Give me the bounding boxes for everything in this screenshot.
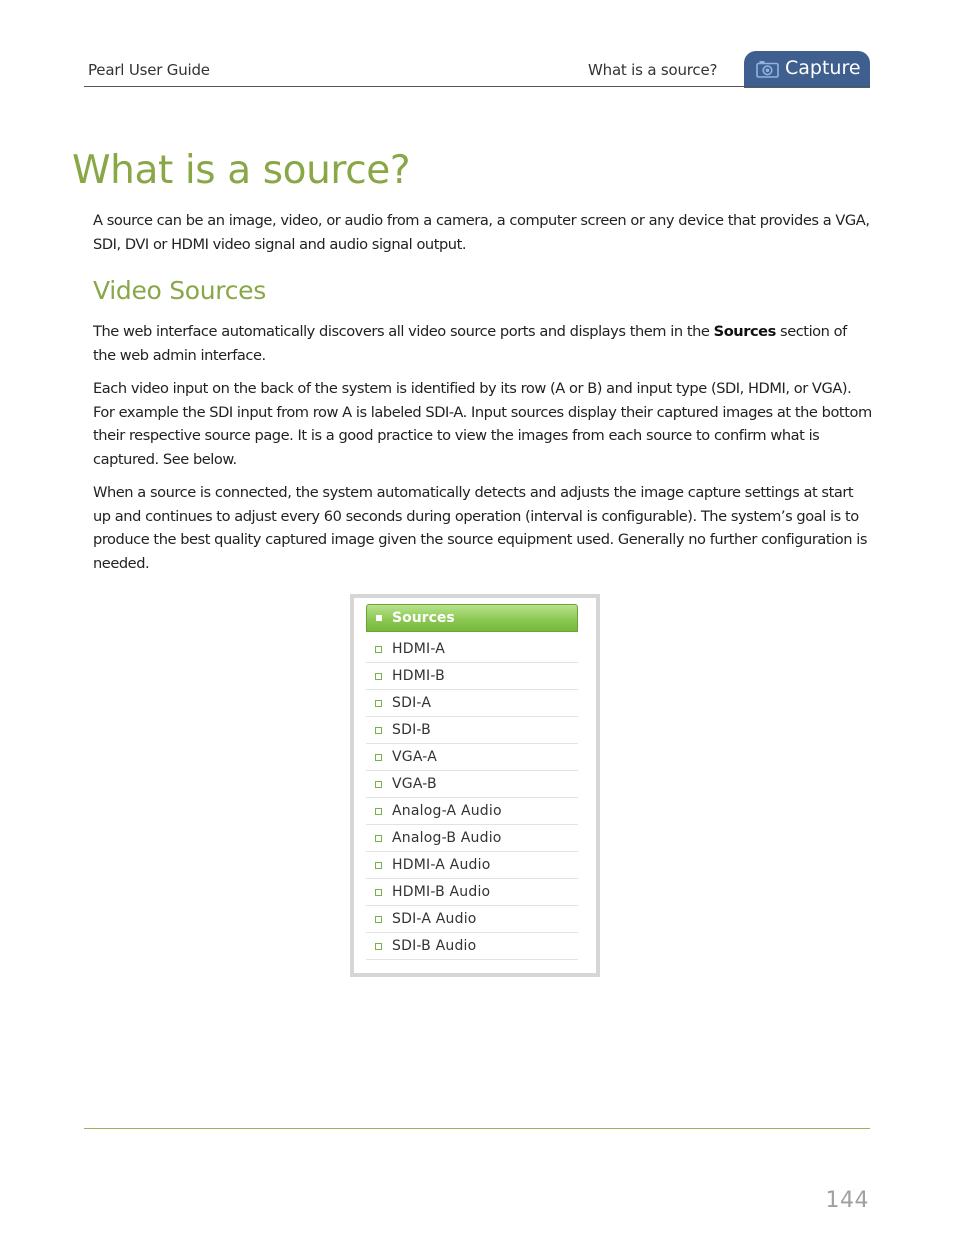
square-bullet-icon	[375, 754, 382, 761]
source-item[interactable]	[366, 663, 578, 690]
source-item-label: SDI-A	[392, 695, 432, 711]
guide-title: Pearl User Guide	[88, 61, 210, 79]
square-bullet-icon	[375, 835, 382, 842]
source-item-label: HDMI-B	[392, 668, 445, 684]
source-item-label: Analog-A Audio	[392, 803, 502, 819]
sources-list	[366, 636, 578, 960]
intro-paragraph: A source can be an image, video, or audio from a camera, a computer screen or any device that provides a VGA, SDI, DVI or HDMI video signal and audio signal output.	[93, 212, 870, 253]
source-item-label: SDI-A Audio	[392, 911, 477, 927]
source-item[interactable]	[366, 825, 578, 852]
source-item-label: Analog-B Audio	[392, 830, 502, 846]
square-bullet-icon	[376, 615, 382, 621]
source-item-label: SDI-B Audio	[392, 938, 477, 954]
header-section-title: What is a source?	[588, 61, 718, 79]
capture-tab-label: Capture	[785, 57, 861, 79]
sources-paragraph-start: The web interface automatically discovers all video source ports and displays them in the	[93, 323, 714, 340]
source-item[interactable]	[366, 636, 578, 663]
source-item[interactable]	[366, 906, 578, 933]
footer-divider	[84, 1128, 870, 1129]
video-input-paragraph: Each video input on the back of the system is identified by its row (A or B) and input type (SDI, HDMI, or VGA). For example the SDI input from row A is labeled SDI-A. Input sources display their captured images at the bottom their respective source page. It is a good practice to view the images from each source to confirm what is captured. See below.	[93, 380, 872, 468]
sources-panel	[350, 594, 600, 977]
source-item-label: HDMI-B Audio	[392, 884, 491, 900]
square-bullet-icon	[375, 943, 382, 950]
sources-panel-title: Sources	[392, 610, 455, 626]
source-item-label: HDMI-A Audio	[392, 857, 491, 873]
source-item[interactable]	[366, 798, 578, 825]
sources-panel-header[interactable]	[366, 604, 578, 632]
source-item[interactable]	[366, 744, 578, 771]
source-item-label: HDMI-A	[392, 641, 446, 657]
source-item[interactable]	[366, 771, 578, 798]
source-item[interactable]	[366, 879, 578, 906]
section-heading: Video Sources	[93, 276, 266, 305]
camera-icon	[756, 60, 779, 78]
square-bullet-icon	[375, 862, 382, 869]
square-bullet-icon	[375, 727, 382, 734]
sources-paragraph	[93, 320, 873, 367]
square-bullet-icon	[375, 646, 382, 653]
source-item[interactable]	[366, 717, 578, 744]
source-item-label: VGA-B	[392, 776, 437, 792]
square-bullet-icon	[375, 673, 382, 680]
page-number: 144	[825, 1188, 869, 1213]
source-item-label: VGA-A	[392, 749, 438, 765]
square-bullet-icon	[375, 808, 382, 815]
source-item[interactable]	[366, 690, 578, 717]
page-title: What is a source?	[72, 148, 411, 193]
square-bullet-icon	[375, 889, 382, 896]
square-bullet-icon	[375, 781, 382, 788]
auto-detect-paragraph: When a source is connected, the system automatically detects and adjusts the image capture settings at start up and continues to adjust every 60 seconds during operation (interval is configurable). The system’s goal is to produce the best quality captured image given the source equipment used. Generally no further configuration is needed.	[93, 484, 867, 572]
capture-tab[interactable]	[744, 51, 870, 88]
square-bullet-icon	[375, 700, 382, 707]
square-bullet-icon	[375, 916, 382, 923]
source-item[interactable]	[366, 852, 578, 879]
sources-bold-term: Sources	[713, 323, 776, 340]
header-divider	[84, 86, 870, 87]
source-item-label: SDI-B	[392, 722, 431, 738]
sources-paragraph-end: section of the web admin interface.	[93, 323, 847, 364]
source-item[interactable]	[366, 933, 578, 960]
